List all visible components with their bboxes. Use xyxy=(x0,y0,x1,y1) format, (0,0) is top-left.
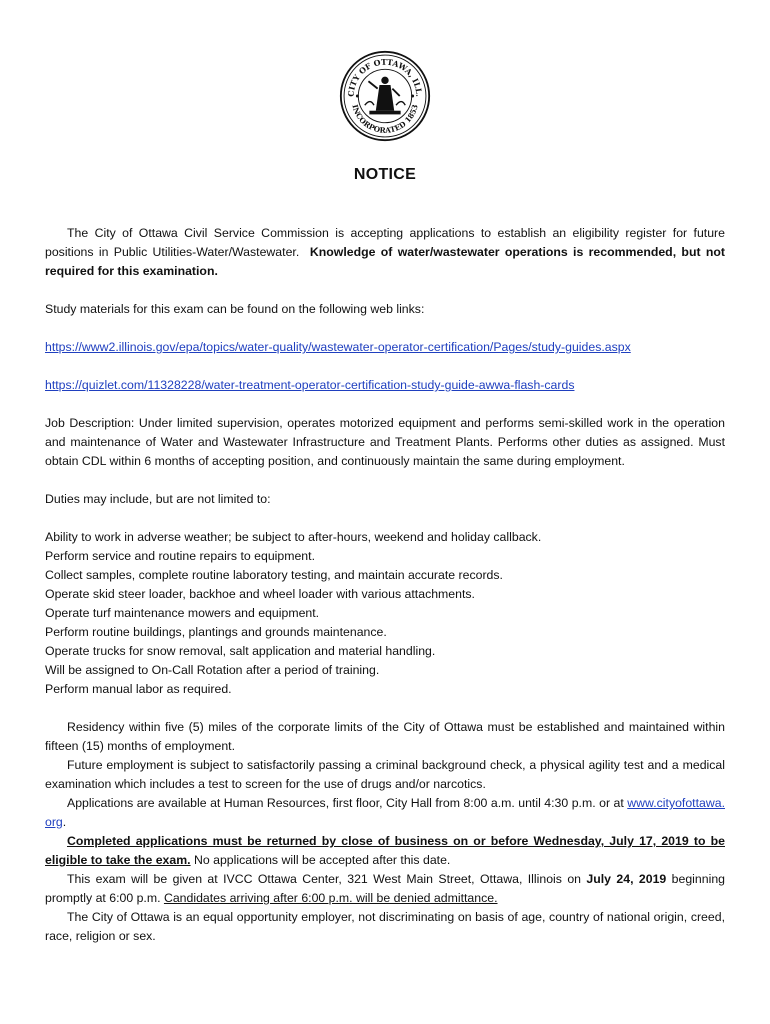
exam-paragraph: This exam will be given at IVCC Ottawa Center, 321 West Main Street, Ottawa, Illinois on July 24, 2019 beginning promptly at 6:00 p.m. Candidates arriving after 6:00 p.m. will be denied admittance. xyxy=(45,872,725,905)
applications-paragraph: Applications are available at Human Resources, first floor, City Hall from 8:00 a.m. until 4:30 p.m. or at www.cityofottawa.org. xyxy=(45,796,725,829)
duties-lead: Duties may include, but are not limited to: xyxy=(45,492,271,506)
duty-item: Perform service and routine repairs to equipment. xyxy=(45,549,315,563)
exam-date: July 24, 2019 xyxy=(586,872,667,886)
study-lead: Study materials for this exam can be found on the following web links: xyxy=(45,302,425,316)
intro-paragraph xyxy=(45,224,725,281)
deadline-notice: Completed applications must be returned by close of business on or before Wednesday, July 17, 2019 to be eligible to take the exam. xyxy=(45,834,725,867)
city-website-link[interactable]: www.cityofottawa.org xyxy=(45,796,725,829)
duty-item: Perform manual labor as required. xyxy=(45,682,232,696)
svg-text:CITY OF OTTAWA, ILL.: CITY OF OTTAWA, ILL. xyxy=(346,57,424,97)
svg-text:INCORPORATED 1853: INCORPORATED 1853 xyxy=(350,103,420,135)
city-seal-logo xyxy=(339,50,431,142)
job-description: Job Description: Under limited supervision, operates motorized equipment and performs semi-skilled work in the operation and maintenance of Water and Wastewater Infrastructure and Treatment Plants. Performs other duties as assigned. Must obtain CDL within 6 months of accepting position, and continuously maintain the same during employment. xyxy=(45,416,725,468)
duty-item: Operate skid steer loader, backhoe and wheel loader with various attachments. xyxy=(45,587,475,601)
duty-item: Operate trucks for snow removal, salt application and material handling. xyxy=(45,644,436,658)
eeo-statement: The City of Ottawa is an equal opportunity employer, not discriminating on basis of age, country of national origin, creed, race, religion or sex. xyxy=(45,910,725,943)
intro-bold-text: Knowledge of water/wastewater operations is recommended, but not required for this examination. xyxy=(45,245,725,278)
duty-item: Collect samples, complete routine laboratory testing, and maintain accurate records. xyxy=(45,568,503,582)
study-link-illinois-epa[interactable]: https://www2.illinois.gov/epa/topics/water-quality/wastewater-operator-certification/Pages/study-guides.aspx xyxy=(45,340,631,354)
late-arrival-warning: Candidates arriving after 6:00 p.m. will be denied admittance. xyxy=(163,891,498,905)
duty-item: Ability to work in adverse weather; be subject to after-hours, weekend and holiday callback. xyxy=(45,530,542,544)
deadline-paragraph xyxy=(45,832,725,870)
page-title: NOTICE xyxy=(353,166,417,183)
notice-body xyxy=(45,224,725,946)
intro-text: The City of Ottawa Civil Service Commission is accepting applications to establish an eligibility register for future positions in Public Utilities-Water/Wastewater. xyxy=(45,226,725,259)
duties-list xyxy=(45,528,725,699)
residency-paragraph: Residency within five (5) miles of the corporate limits of the City of Ottawa must be established and maintained within fifteen (15) months of employment. xyxy=(45,720,725,753)
deadline-rest: No applications will be accepted after this date. xyxy=(190,853,451,867)
duty-item: Will be assigned to On-Call Rotation after a period of training. xyxy=(45,663,380,677)
duty-item: Perform routine buildings, plantings and grounds maintenance. xyxy=(45,625,387,639)
applications-text: Applications are available at Human Resources, first floor, City Hall from 8:00 a.m. until 4:30 p.m. or at xyxy=(67,796,624,810)
duty-item: Operate turf maintenance mowers and equipment. xyxy=(45,606,320,620)
future-employment-paragraph: Future employment is subject to satisfactorily passing a criminal background check, a physical agility test and a medical examination which includes a test to screen for the use of drugs and/or narcotics. xyxy=(45,758,725,791)
study-link-quizlet[interactable]: https://quizlet.com/11328228/water-treatment-operator-certification-study-guide-awwa-flash-cards xyxy=(45,378,575,392)
